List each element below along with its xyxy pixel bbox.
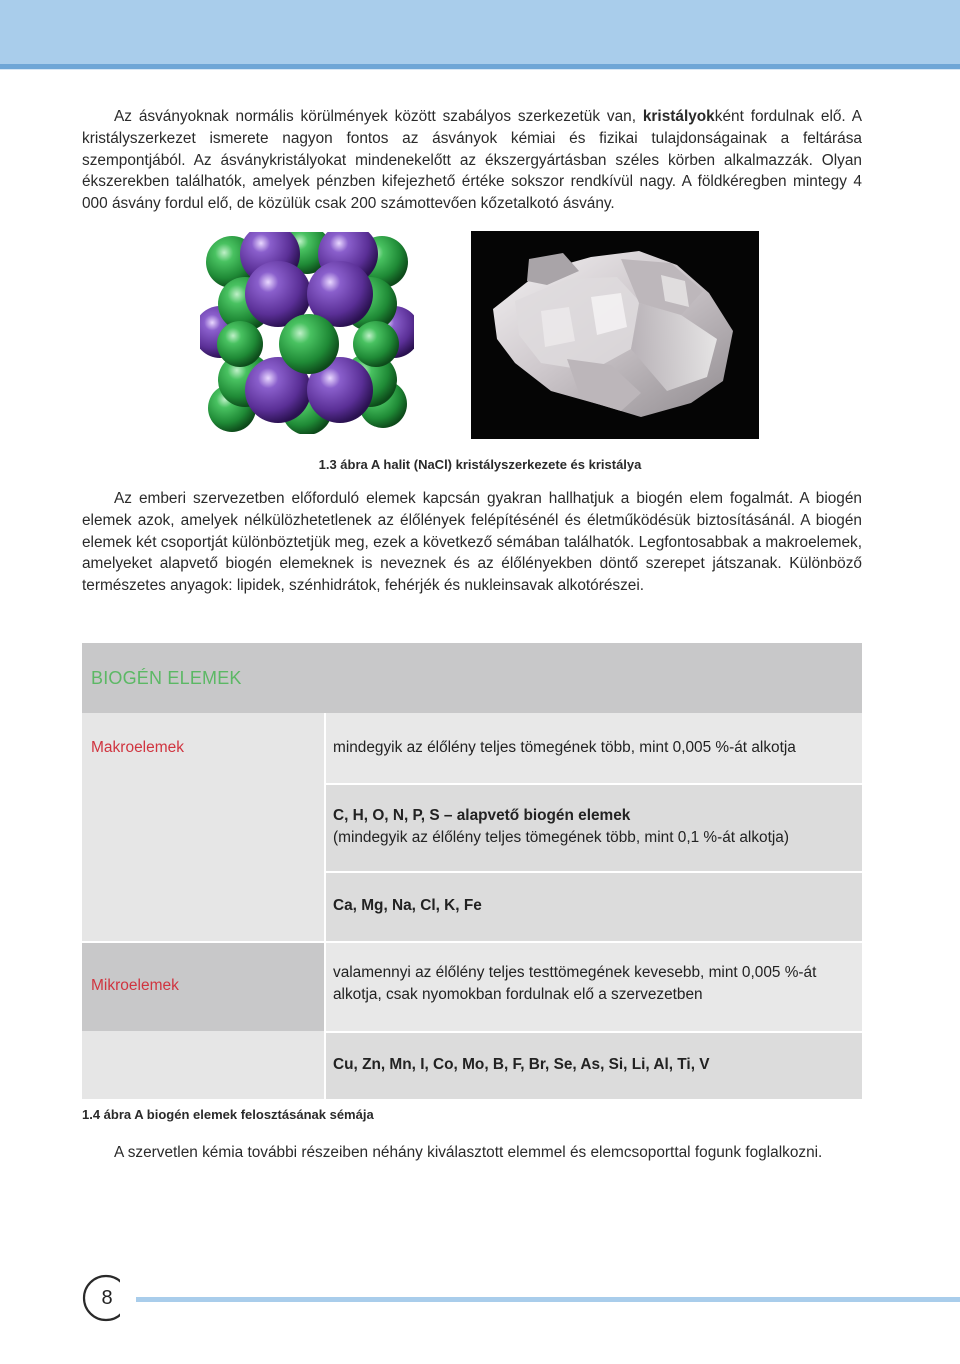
intro-paragraph <box>82 106 862 215</box>
intro-text-after: ként fordulnak elő. A kristályszerkezet ismerete nagyon fontos az ásványok kémiai és fizikai tulajdonságainak a feltárása szempontjából. Az ásványkristályokat mindenekelőtt az ékszergyártásban széles körben alkalmazzák. Olyan ékszerekben találhatók, amelyek pénzben kifejezhető értéke sokszor rendkívül nagy. A földkéregben mintegy 4 000 ásvány fordul elő, de közülük csak 200 számottevően kőzetalkotó ásvány. <box>82 108 862 213</box>
makroelemek-label: Makroelemek <box>91 739 185 756</box>
figure-1-3-caption: 1.3 ábra A halit (NaCl) kristályszerkezete és kristálya <box>318 457 642 472</box>
sodium-ions-front <box>217 314 399 374</box>
mikroelemek-label: Mikroelemek <box>82 941 324 1031</box>
mikro-element-list: Cu, Zn, Mn, I, Co, Mo, B, F, Br, Se, As, Si, Li, Al, Ti, V <box>324 1031 862 1099</box>
header-band <box>0 0 960 64</box>
scheme-header <box>82 643 862 713</box>
scheme-title: BIOGÉN ELEMEK <box>91 668 242 688</box>
makro-basic-elements <box>324 783 862 871</box>
closing-paragraph <box>82 1142 862 1164</box>
halite-crystal-photo <box>471 231 759 439</box>
row-separator <box>82 941 862 943</box>
biogen-paragraph <box>82 488 862 597</box>
column-separator <box>324 713 326 1099</box>
row-separator <box>324 1031 862 1033</box>
page-number: 8 <box>101 1287 113 1309</box>
nacl-lattice-model <box>200 232 414 434</box>
row-separator <box>324 783 862 785</box>
biogen-paragraph-text: Az emberi szervezetben előforduló elemek kapcsán gyakran hallhatjuk a biogén elem fogalmát. A biogén elemek azok, amelyek nélkülözhetetlenek az élőlények felépítésénél és életműködésük biztosításánál. A biogén elemek két csoportját különböztetjük meg, ezek a következő sémában találhatók. Legfontosabbak a makroelemek, amelyeket alapvető biogén elemeknek is neveznek és az élőlényekben döntő szerepet játszanak. Különböző természetes anyagok: lipidek, szénhidrátok, fehérjék és nukleinsavak alkotórészei. <box>82 490 862 595</box>
intro-bold-term: kristályok <box>642 108 715 125</box>
figure-1-4-caption: 1.4 ábra A biogén elemek felosztásának sémája <box>82 1107 374 1122</box>
header-rule-light <box>0 69 960 70</box>
mikro-description: valamennyi az élőlény teljes testtömegének kevesebb, mint 0,005 %-át alkotja, csak nyomokban fordulnak elő a szervezetben <box>324 941 862 1031</box>
intro-text-before: Az ásványoknak normális körülmények között szabályos szerkezetük van, <box>114 108 643 125</box>
footer-rule <box>110 1297 960 1302</box>
closing-text: A szervetlen kémia további részeiben néhány kiválasztott elemmel és elemcsoporttal fogunk foglalkozni. <box>114 1144 823 1161</box>
makro-other-elements: Ca, Mg, Na, Cl, K, Fe <box>324 871 862 941</box>
biogen-elements-scheme <box>82 643 862 1099</box>
makro-description: mindegyik az élőlény teljes tömegének több, mint 0,005 %-át alkotja <box>324 713 862 783</box>
makro-basic-title: C, H, O, N, P, S – alapvető biogén elemek <box>333 807 631 824</box>
row-separator <box>324 871 862 873</box>
makro-basic-note: (mindegyik az élőlény teljes tömegének több, mint 0,1 %-át alkotja) <box>333 828 789 846</box>
